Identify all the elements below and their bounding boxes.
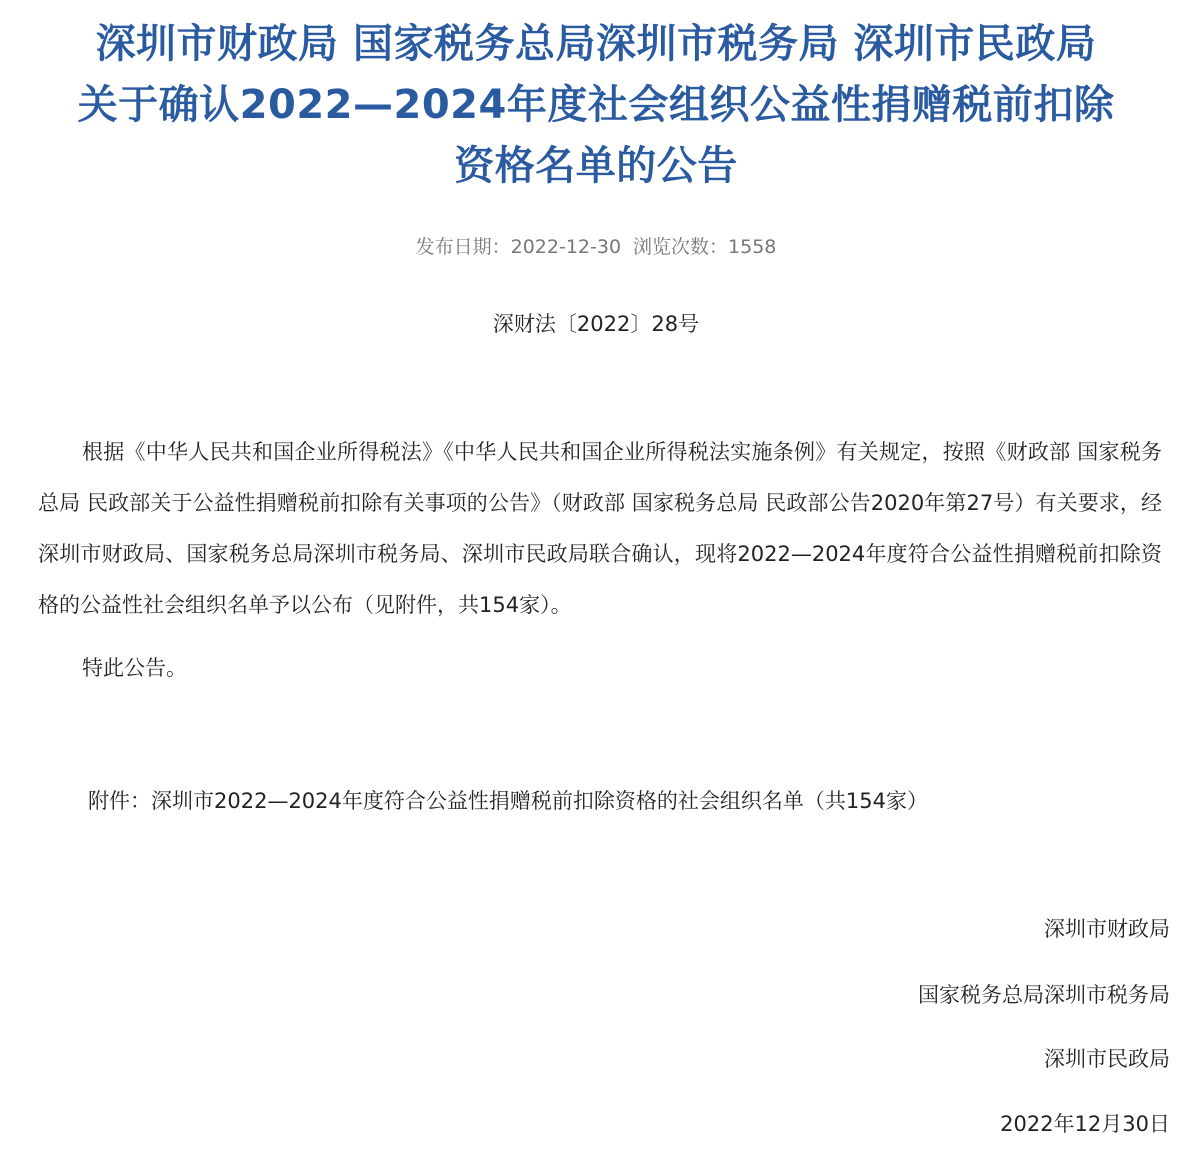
title-line-1: 深圳市财政局 国家税务总局深圳市税务局 深圳市民政局	[95, 21, 1097, 67]
body-paragraph-closing: 特此公告。	[82, 656, 187, 680]
signature-date: 2022年12月30日	[1000, 1112, 1170, 1136]
views-label: 浏览次数：	[633, 236, 729, 258]
issuer-finance-bureau: 深圳市财政局	[1044, 917, 1170, 941]
title-line-2: 关于确认2022—2024年度社会组织公益性捐赠税前扣除	[77, 82, 1115, 128]
article-meta	[0, 234, 1192, 260]
body-paragraph-main: 根据《中华人民共和国企业所得税法》《中华人民共和国企业所得税法实施条例》有关规定，按照《财政部 国家税务总局 民政部关于公益性捐赠税前扣除有关事项的公告》（财政部 国家税务总局 民政部公告2020年第27号）有关要求，经深圳市财政局、国家税务总局深圳市税务局、深圳市民政局联合确认，现将2022—2024年度符合公益性捐赠税前扣除资格的公益性社会组织名单予以公布（见附件，共154家）。	[38, 440, 1162, 617]
page-title	[20, 14, 1172, 197]
publish-date-label: 发布日期：	[415, 236, 511, 258]
publish-date: 2022-12-30	[510, 236, 622, 258]
views-count: 1558	[728, 236, 777, 258]
issuer-tax-bureau: 国家税务总局深圳市税务局	[918, 983, 1170, 1007]
title-line-3: 资格名单的公告	[454, 143, 738, 189]
issuer-civil-affairs-bureau: 深圳市民政局	[1044, 1047, 1170, 1071]
document-number: 深财法〔2022〕28号	[492, 312, 700, 336]
attachment-link[interactable]: 附件：深圳市2022—2024年度符合公益性捐赠税前扣除资格的社会组织名单（共154家）	[88, 789, 928, 813]
